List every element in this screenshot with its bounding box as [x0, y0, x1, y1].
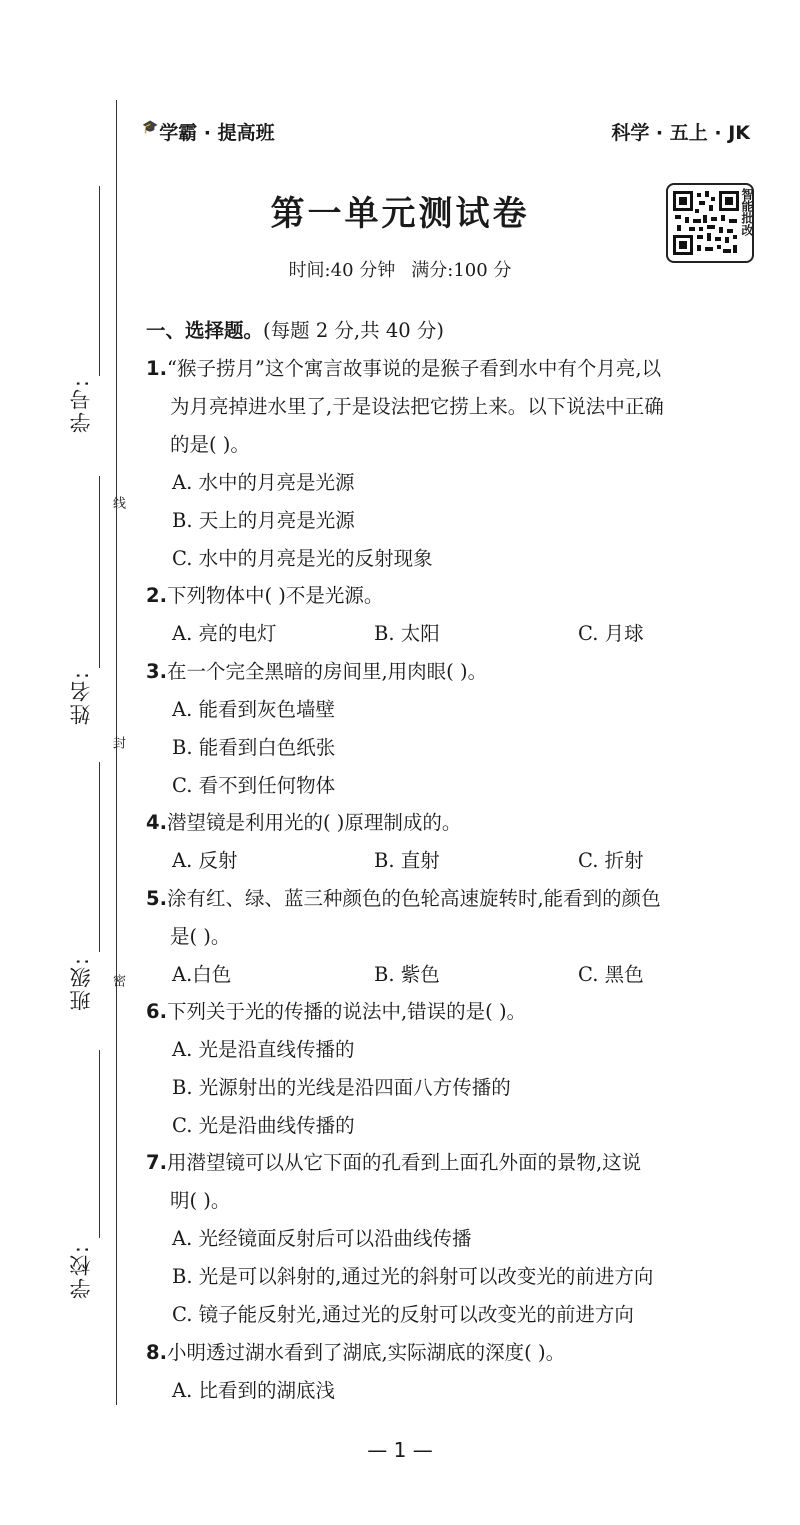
- question-number: 5.: [146, 887, 167, 910]
- time-limit: 时间:40 分钟: [288, 260, 396, 281]
- seal-mark-secret: 密: [110, 974, 125, 987]
- option-c: C. 看不到任何物体: [172, 774, 336, 797]
- question-text: 潜望镜是利用光的( )原理制成的。: [166, 811, 462, 834]
- student-id-label: 学号:: [69, 378, 93, 434]
- page-title: 第一单元测试卷: [270, 194, 530, 234]
- option-a: A. 亮的电灯: [172, 622, 277, 645]
- question-1: [146, 353, 661, 381]
- option-a: A. 反射: [172, 849, 238, 872]
- option-a: A. 光是沿直线传播的: [172, 1038, 355, 1061]
- subject-label: 科学 · 五上 · JK: [611, 122, 750, 144]
- question-3: [146, 656, 487, 684]
- question-8: [146, 1337, 565, 1365]
- question-text-line: 的是( )。: [170, 433, 250, 456]
- option-c: C. 水中的月亮是光的反射现象: [172, 547, 433, 570]
- option-c: C. 光是沿曲线传播的: [172, 1114, 355, 1137]
- option-c: C. 镜子能反射光,通过光的反射可以改变光的前进方向: [172, 1303, 634, 1326]
- question-text-line: 为月亮掉进水里了,于是设法把它捞上来。以下说法中正确: [170, 395, 664, 418]
- question-number: 8.: [146, 1341, 167, 1364]
- question-4: [146, 807, 461, 835]
- section-title: 一、选择题。: [146, 319, 264, 342]
- question-text: 小明透过湖水看到了湖底,实际湖底的深度( )。: [166, 1341, 566, 1364]
- question-5: [146, 883, 661, 911]
- option-a: A. 能看到灰色墙壁: [172, 698, 335, 721]
- option-b: B. 光是可以斜射的,通过光的斜射可以改变光的前进方向: [172, 1265, 654, 1288]
- class-rule: [99, 762, 100, 952]
- seal-mark-seal: 封: [110, 736, 125, 749]
- question-text: 涂有红、绿、蓝三种颜色的色轮高速旋转时,能看到的颜色: [166, 887, 661, 910]
- question-number: 1.: [146, 357, 167, 380]
- question-text: 用潜望镜可以从它下面的孔看到上面孔外面的景物,这说: [166, 1151, 642, 1174]
- section-note: (每题 2 分,共 40 分): [263, 319, 444, 342]
- question-number: 2.: [146, 584, 167, 607]
- name-label: 姓名:: [69, 670, 93, 726]
- question-number: 3.: [146, 660, 167, 683]
- graduation-cap-icon: 🎓: [142, 120, 159, 135]
- class-label: 班级:: [69, 956, 93, 1012]
- option-b: B. 能看到白色纸张: [172, 736, 336, 759]
- option-c: C. 折射: [578, 849, 644, 872]
- question-number: 7.: [146, 1151, 167, 1174]
- option-b: B. 天上的月亮是光源: [172, 509, 355, 532]
- option-c: C. 月球: [578, 622, 644, 645]
- seal-mark-line: 线: [110, 496, 125, 509]
- question-text-line: 明( )。: [170, 1189, 231, 1212]
- school-label: 学校:: [69, 1244, 93, 1300]
- option-a: A. 水中的月亮是光源: [172, 471, 355, 494]
- question-text: 下列物体中( )不是光源。: [166, 584, 384, 607]
- option-b: B. 直射: [374, 849, 440, 872]
- brand-logo: [142, 118, 275, 145]
- section-heading: [146, 315, 444, 343]
- binding-line: [116, 100, 117, 1405]
- question-text-line: 是( )。: [170, 925, 231, 948]
- option-b: B. 太阳: [374, 622, 440, 645]
- question-text: 下列关于光的传播的说法中,错误的是( )。: [166, 1000, 527, 1023]
- brand-text: 学霸 · 提高班: [159, 122, 275, 144]
- option-a: A. 光经镜面反射后可以沿曲线传播: [172, 1227, 472, 1250]
- option-b: B. 光源射出的光线是沿四面八方传播的: [172, 1076, 511, 1099]
- question-6: [146, 996, 526, 1024]
- page-number: — 1 —: [367, 1438, 433, 1462]
- question-7: [146, 1147, 641, 1175]
- option-a: A. 比看到的湖底浅: [172, 1379, 335, 1402]
- question-number: 4.: [146, 811, 167, 834]
- question-text: “猴子捞月”这个寓言故事说的是猴子看到水中有个月亮,以: [166, 357, 662, 380]
- question-2: [146, 580, 383, 608]
- option-c: C. 黑色: [578, 963, 644, 986]
- qr-code-icon: [673, 191, 739, 255]
- school-rule: [99, 1050, 100, 1238]
- name-rule: [99, 476, 100, 668]
- question-number: 6.: [146, 1000, 167, 1023]
- option-a: A.白色: [172, 963, 232, 986]
- qr-smart-grading-label: 智能批改: [740, 188, 754, 236]
- question-text: 在一个完全黑暗的房间里,用肉眼( )。: [166, 660, 488, 683]
- option-b: B. 紫色: [374, 963, 440, 986]
- full-score: 满分:100 分: [411, 260, 512, 281]
